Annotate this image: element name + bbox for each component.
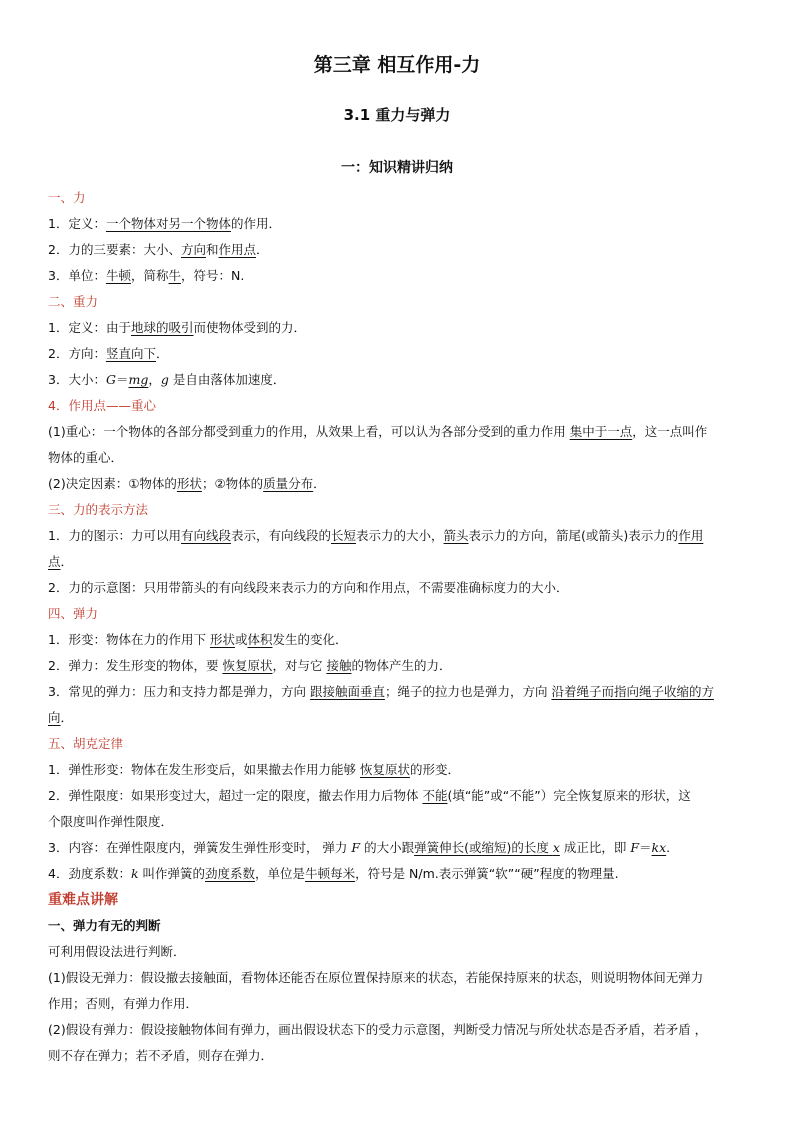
force-diagram-line1: 1．力的图示：力可以用有向线段表示，有向线段的长短表示力的大小，箭头表示力的方向，箭尾(或箭头)表示力的作用 bbox=[48, 528, 704, 543]
elastic-force-definition: 2．弹力：发生形变的物体，要 恢复原状，对与它 接触的物体产生的力． bbox=[48, 658, 452, 673]
subheading-center-of-gravity: 4．作用点——重心 bbox=[48, 398, 156, 413]
heading-elastic-force: 四、弹力 bbox=[48, 606, 99, 621]
assume-force-line2: 则不存在弹力；若不矛盾，则存在弹力． bbox=[48, 1048, 274, 1063]
assume-force-line1: (2)假设有弹力：假设接触物体间有弹力，画出假设状态下的受力示意图，判断受力情况与所处状态是否矛盾，若矛盾 ， bbox=[48, 1022, 708, 1037]
common-elastic-forces-line1: 3．常见的弹力：压力和支持力都是弹力，方向 跟接触面垂直；绳子的拉力也是弹力，方向 沿着绳子而指向绳子收缩的方 bbox=[48, 684, 714, 699]
heading-hookes-law: 五、胡克定律 bbox=[48, 736, 124, 751]
assume-no-force-line1: (1)假设无弹力：假设撤去接触面，看物体还能否在原位置保持原来的状态，若能保持原来的状态，则说明物体间无弹力 bbox=[48, 970, 704, 985]
force-definition: 1．定义：一个物体对另一个物体的作用． bbox=[48, 216, 281, 231]
gravity-magnitude: 3．大小：G＝mg，g 是自由落体加速度． bbox=[48, 372, 286, 387]
common-elastic-forces-line2: 向． bbox=[48, 710, 74, 725]
part-title: 一：知识精讲归纳 bbox=[341, 160, 453, 176]
elastic-deformation: 1．弹性形变：物体在发生形变后，如果撤去作用力能够 恢复原状的形变． bbox=[48, 762, 460, 777]
heading-force: 一、力 bbox=[48, 190, 86, 205]
force-sketch: 2．力的示意图：只用带箭头的有向线段来表示力的方向和作用点，不需要准确标度力的大小． bbox=[48, 580, 569, 595]
center-of-gravity-factors: (2)决定因素：①物体的形状；②物体的质量分布． bbox=[48, 476, 326, 491]
elastic-limit-line1: 2．弹性限度：如果形变过大，超过一定的限度，撤去作用力后物体 不能(填“能”或“不能”）完全恢复原来的形状，这 bbox=[48, 788, 691, 803]
gravity-direction: 2．方向：竖直向下． bbox=[48, 346, 169, 361]
center-of-gravity-line1: (1)重心：一个物体的各部分都受到重力的作用，从效果上看，可以认为各部分受到的重力作用 集中于一点，这一点叫作 bbox=[48, 424, 708, 439]
assume-no-force-line2: 作用；否则，有弹力作用． bbox=[48, 996, 199, 1011]
heading-representation: 三、力的表示方法 bbox=[48, 502, 149, 517]
force-diagram-line2: 点． bbox=[48, 554, 74, 569]
heading-key-points: 重难点讲解 bbox=[48, 892, 118, 908]
gravity-definition: 1．定义：由于地球的吸引而使物体受到的力． bbox=[48, 320, 306, 335]
section-title: 3.1 重力与弹力 bbox=[343, 106, 451, 124]
center-of-gravity-line2: 物体的重心． bbox=[48, 450, 124, 465]
assumption-method: 可利用假设法进行判断． bbox=[48, 944, 186, 959]
subheading-judging-elastic-force: 一、弹力有无的判断 bbox=[48, 918, 161, 933]
chapter-title: 第三章 相互作用-力 bbox=[313, 54, 481, 76]
elastic-limit-line2: 个限度叫作弹性限度． bbox=[48, 814, 174, 829]
hookes-law-content: 3．内容：在弹性限度内，弹簧发生弹性形变时， 弹力 F 的大小跟弹簧伸长(或缩短)的长度 x 成正比，即 F＝kx. bbox=[48, 840, 671, 855]
force-unit: 3．单位：牛顿，简称牛，符号：N. bbox=[48, 268, 245, 283]
force-three-elements: 2．力的三要素：大小、方向和作用点． bbox=[48, 242, 269, 257]
spring-constant: 4．劲度系数：k 叫作弹簧的劲度系数，单位是牛顿每米，符号是 N/m.表示弹簧“软”“硬”程度的物理量. bbox=[48, 866, 619, 881]
deformation: 1．形变：物体在力的作用下 形状或体积发生的变化． bbox=[48, 632, 348, 647]
heading-gravity: 二、重力 bbox=[48, 294, 99, 309]
document-body bbox=[48, 185, 753, 1069]
